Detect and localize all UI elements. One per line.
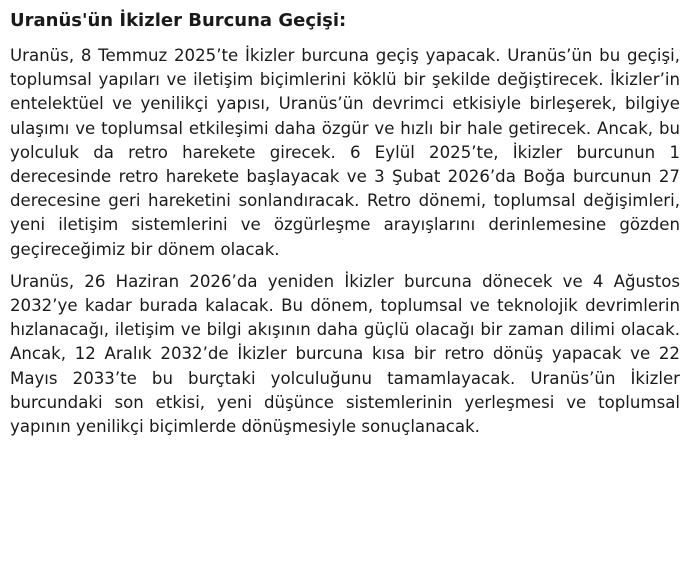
article-paragraph-1: Uranüs, 8 Temmuz 2025’te İkizler burcuna geçiş yapacak. Uranüs’ün bu geçişi, toplumsal yapıları ve iletişim biçimlerini köklü bir şekilde değiştirecek. İkizler’in entelektüel ve yenilikçi yapısı, Uranüs’ün devrimci etkisiyle birleşerek, bilgiye ulaşımı ve toplumsal etkileşimi daha özgür ve hızlı bir hale getirecek. Ancak, bu yolculuk da retro harekete girecek. 6 Eylül 2025’te, İkizler burcunun 1 derecesinde retro harekete başlayacak ve 3 Şubat 2026’da Boğa burcunun 27 derecesine geri hareketini sonlandıracak. Retro dönemi, toplumsal değişimleri, yeni iletişim sistemlerini ve özgürleşme arayışlarını derinlemesine gözden geçireceğimiz bir dönem olacak. — [10, 46, 680, 259]
article-paragraph-2: Uranüs, 26 Haziran 2026’da yeniden İkizler burcuna dönecek ve 4 Ağustos 2032’ye kadar burada kalacak. Bu dönem, toplumsal ve teknolojik devrimlerin hızlanacağı, iletişim ve bilgi akışının daha güçlü olacağı bir zaman dilimi olacak. Ancak, 12 Aralık 2032’de İkizler burcuna kısa bir retro dönüş yapacak ve 22 Mayıs 2033’te bu burçtaki yolculuğunu tamamlayacak. Uranüs’ün İkizler burcundaki son etkisi, yeni düşünce sistemlerinin yerleşmesi ve toplumsal yapının yenilikçi biçimlerde dönüşmesiyle sonuçlanacak. — [10, 271, 680, 437]
article-title: Uranüs'ün İkizler Burcuna Geçişi: — [10, 10, 347, 31]
article — [10, 8, 680, 447]
